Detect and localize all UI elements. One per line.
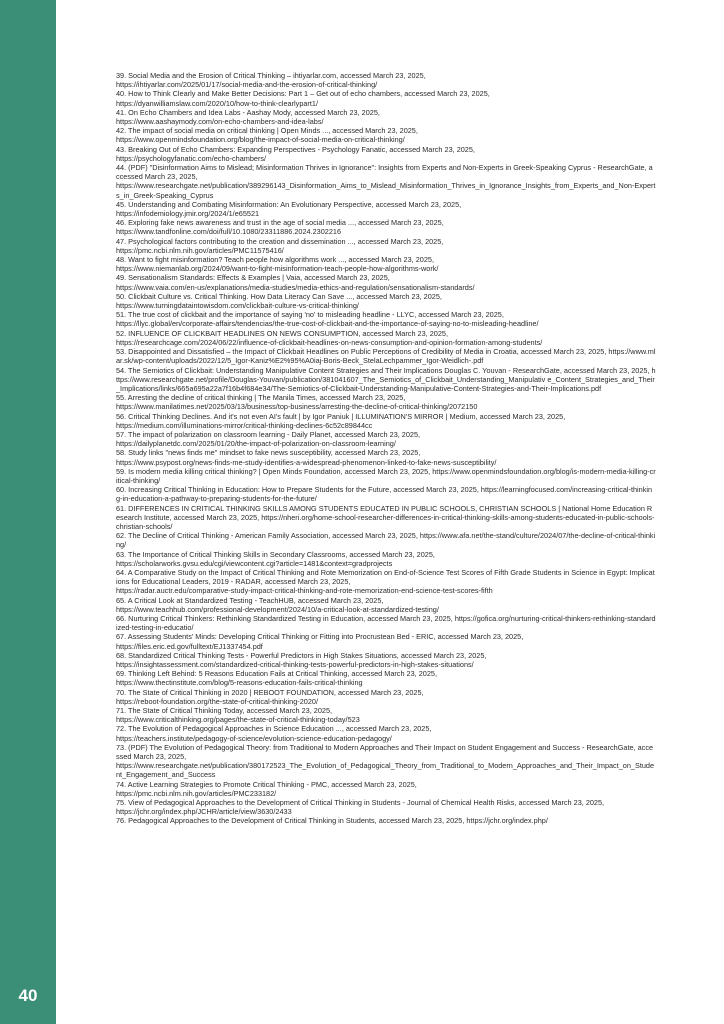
reference-text: 54. The Semiotics of Clickbait: Understanding Manipulative Content Strategies and Their Implications Douglas C. Youvan - ResearchGate, accessed March 23, 2025, https://www.researchgate.net/profile/Douglas-Youvan/publication/381041607_The_Semiotics_of_Clickbait_Understanding_Manipulativ e_Content_Strategies_and_Their_Implications/links/665a695a22a7f16b4f684e34/The-Semiotics-of-Clickbait-Understanding-Manipulative-Content-Strategies-and-Their-Implications.pdf [116, 365, 656, 393]
reference-url[interactable]: https://researchcage.com/2024/06/22/influence-of-clickbait-headlines-on-news-consumption-and-opinion-formation-among-students/ [116, 337, 543, 347]
reference-text: 73. (PDF) The Evolution of Pedagogical Theory: from Traditional to Modern Approaches and Their Impact on Student Engagement and Success - ResearchGate, accessed March 23, 2025, [116, 742, 654, 762]
reference-text: 53. Disappointed and Dissatisfied – the Impact of Clickbait Headlines on Public Perceptions of Credibility of Media in Croatia, accessed March 23, 2025, https://www.mlar.sk/wp-content/uploads/2022/12/5_Igor-Kaniz%E2%95%A0iaj-Boris-Beck_StelaLechpammer_Igor-Weidlich-.pdf [116, 347, 656, 366]
reference-item [116, 347, 656, 365]
reference-text: 56. Critical Thinking Declines. And it's not even AI's fault | by Igor Paniuk | ILLUMINATION'S MIRROR | Medium, accessed March 23, 2025, [116, 411, 566, 421]
reference-item [116, 292, 656, 310]
reference-text: 55. Arresting the decline of critical thinking | The Manila Times, accessed March 23, 2025, [116, 393, 406, 403]
reference-item [116, 688, 656, 706]
reference-item [116, 430, 656, 448]
reference-item [116, 126, 656, 144]
reference-url[interactable]: https://www.vaia.com/en-us/explanations/media-studies/media-ethics-and-regulation/sensationalism-standards/ [116, 282, 475, 292]
reference-text: 74. Active Learning Strategies to Promote Critical Thinking - PMC, accessed March 23, 2025, [116, 779, 417, 789]
reference-text: 70. The State of Critical Thinking in 2020 | REBOOT FOUNDATION, accessed March 23, 2025, [116, 687, 424, 697]
reference-url[interactable]: https://psychologyfanatic.com/echo-chambers/ [116, 153, 267, 163]
reference-url[interactable]: https://www.thectinstitute.com/blog/5-reasons-education-fails-critical-thinking [116, 678, 363, 688]
reference-item [116, 798, 656, 816]
reference-text: 66. Nurturing Critical Thinkers: Rethinking Standardized Testing in Education, accessed March 23, 2025, https://gofica.org/nurturing-critical-thinkers-rethinking-standardized-testing-in-educatio/ [116, 613, 656, 633]
reference-item [116, 255, 656, 273]
reference-item [116, 218, 656, 236]
reference-url[interactable]: https://www.openmindsfoundation.org/blog/the-impact-of-social-media-on-critical-thinking/ [116, 135, 405, 145]
reference-item [116, 568, 656, 596]
reference-item [116, 145, 656, 163]
reference-item [116, 531, 656, 549]
reference-item [116, 89, 656, 107]
reference-item [116, 504, 656, 532]
reference-url[interactable]: https://www.turningdataintowisdom.com/clickbait-culture-vs-critical-thinking/ [116, 301, 359, 311]
reference-url[interactable]: https://www.criticalthinking.org/pages/the-state-of-critical-thinking-today/523 [116, 715, 360, 725]
reference-url[interactable]: https://www.aashaymody.com/on-echo-chambers-and-idea-labs/ [116, 117, 324, 127]
reference-url[interactable]: https://www.teachhub.com/professional-development/2024/10/a-critical-look-at-standardized-testing/ [116, 604, 439, 614]
reference-text: 41. On Echo Chambers and Idea Labs - Aashay Mody, accessed March 23, 2025, [116, 107, 380, 117]
reference-url[interactable]: https://radar.auctr.edu/comparative-study-impact-critical-thinking-and-rote-memorization-end-science-test-scores-fifth [116, 586, 493, 596]
reference-item [116, 200, 656, 218]
reference-url[interactable]: https://teachers.institute/pedagogy-of-science/evolution-science-education-pedagogy/ [116, 733, 392, 743]
reference-text: 48. Want to fight misinformation? Teach people how algorithms work ..., accessed March 23, 2025, [116, 255, 434, 265]
reference-text: 76. Pedagogical Approaches to the Development of Critical Thinking in Students, accessed March 23, 2025, https://jchr.org/index.php/ [116, 816, 548, 826]
reference-text: 45. Understanding and Combating Misinformation: An Evolutionary Perspective, accessed March 23, 2025, [116, 199, 462, 209]
reference-item [116, 366, 656, 394]
reference-item [116, 596, 656, 614]
reference-url[interactable]: https://www.psypost.org/news-finds-me-study-identifies-a-widespread-phenomenon-linked-to-fake-news-susceptibility/ [116, 457, 497, 467]
reference-item [116, 724, 656, 742]
reference-url[interactable]: https://medium.com/illuminations-mirror/critical-thinking-declines-6c52c89844cc [116, 420, 373, 430]
reference-item [116, 393, 656, 411]
reference-text: 43. Breaking Out of Echo Chambers: Expanding Perspectives - Psychology Fanatic, accessed March 23, 2025, [116, 144, 475, 154]
reference-url[interactable]: https://reboot-foundation.org/the-state-of-critical-thinking-2020/ [116, 696, 318, 706]
reference-url[interactable]: https://infodemiology.jmir.org/2024/1/e65521 [116, 209, 260, 219]
reference-text: 67. Assessing Students' Minds: Developing Critical Thinking or Fitting into Procrustean Bed - ERIC, accessed March 23, 2025, [116, 632, 524, 642]
reference-item [116, 632, 656, 650]
reference-item [116, 669, 656, 687]
reference-text: 62. The Decline of Critical Thinking - American Family Association, accessed March 23, 2025, https://www.afa.net/the-stand/culture/2024/07/the-decline-of-critical-thinking/ [116, 531, 656, 550]
reference-url[interactable]: https://www.tandfonline.com/doi/full/10.1080/23311886.2024.2302216 [116, 227, 342, 237]
reference-text: 39. Social Media and the Erosion of Critical Thinking – ihtiyarlar.com, accessed March 23, 2025, [116, 71, 426, 80]
reference-url[interactable]: https://scholarworks.gvsu.edu/cgi/viewcontent.cgi?article=1481&context=gradprojects [116, 558, 393, 568]
reference-list [116, 71, 656, 826]
reference-item [116, 273, 656, 291]
reference-item [116, 329, 656, 347]
reference-item [116, 71, 656, 89]
reference-item [116, 412, 656, 430]
reference-url[interactable]: https://insightassessment.com/standardized-critical-thinking-tests-powerful-predictors-in-high-stakes-situations/ [116, 660, 474, 669]
reference-text: 72. The Evolution of Pedagogical Approaches in Science Education ..., accessed March 23, 2025, [116, 724, 432, 734]
reference-item [116, 706, 656, 724]
reference-text: 57. The impact of polarization on classroom learning - Daily Planet, accessed March 23, 2025, [116, 429, 421, 439]
reference-url[interactable]: https://jchr.org/index.php/JCHR/article/view/3630/2433 [116, 807, 292, 817]
reference-url[interactable]: https://llyc.global/en/corporate-affairs/tendencias/the-true-cost-of-clickbait-and-the-importance-of-saying-no-to-misleading-headline/ [116, 319, 539, 329]
reference-url[interactable]: https://www.researchgate.net/publication/380172523_The_Evolution_of_Pedagogical_Theory_from_Traditional_to_Modern_Approaches_and_Their_Impact_on_Student_Engagement_and_Success [116, 761, 655, 780]
reference-text: 46. Exploring fake news awareness and trust in the age of social media ..., accessed March 23, 2025, [116, 218, 444, 228]
page-number: 40 [18, 986, 38, 1005]
reference-item [116, 467, 656, 485]
reference-text: 42. The impact of social media on critical thinking | Open Minds ..., accessed March 23, 2025, [116, 126, 418, 136]
side-bar [0, 0, 56, 1024]
reference-text: 51. The true cost of clickbait and the importance of saying 'no' to misleading headline - LLYC, accessed March 23, 2025, [116, 310, 504, 320]
reference-item [116, 651, 656, 669]
reference-text: 60. Increasing Critical Thinking in Education: How to Prepare Students for the Future, accessed March 23, 2025, https://learningfocused.com/increasing-critical-thinking-in-education-a-pathway-to-preparing-students-for-the-future/ [116, 485, 653, 504]
reference-text: 58. Study links "news finds me" mindset to fake news susceptibility, accessed March 23, 2025, [116, 448, 421, 458]
reference-text: 59. Is modern media killing critical thinking? | Open Minds Foundation, accessed March 23, 2025, https://www.openmindsfoundation.org/blog/is-modern-media-killing-critical-thinking/ [116, 466, 656, 485]
reference-item [116, 448, 656, 466]
reference-url[interactable]: https://pmc.ncbi.nlm.nih.gov/articles/PMC11575416/ [116, 245, 284, 255]
reference-url[interactable]: https://www.manilatimes.net/2025/03/13/business/top-business/arresting-the-decline-of-critical-thinking/2072150 [116, 402, 478, 412]
reference-text: 50. Clickbait Culture vs. Critical Thinking. How Data Literacy Can Save ..., accessed March 23, 2025, [116, 291, 442, 301]
reference-text: 65. A Critical Look at Standardized Testing - TeachHUB, accessed March 23, 2025, [116, 595, 384, 605]
reference-text: 63. The Importance of Critical Thinking Skills in Secondary Classrooms, accessed March 23, 2025, [116, 549, 435, 559]
reference-item [116, 485, 656, 503]
reference-item [116, 780, 656, 798]
reference-url[interactable]: https://pmc.ncbi.nlm.nih.gov/articles/PMC233182/ [116, 788, 277, 798]
reference-item [116, 163, 656, 200]
reference-url[interactable]: https://files.eric.ed.gov/fulltext/EJ1337454.pdf [116, 641, 263, 651]
reference-url[interactable]: https://www.researchgate.net/publication/389296143_Disinformation_Aims_to_Mislead_Misinformation_Thrives_in_Ignorance_Insights_from_Experts_and_Non-Experts_in_Greek-Speaking_Cyprus [116, 181, 656, 200]
reference-text: 71. The State of Critical Thinking Today, accessed March 23, 2025, [116, 706, 333, 716]
reference-url[interactable]: https://www.niemanlab.org/2024/09/want-to-fight-misinformation-teach-people-how-algorithms-work/ [116, 264, 439, 274]
reference-text: 44. (PDF) "Disinformation Aims to Mislead; Misinformation Thrives in Ignorance": Insights from Experts and Non-Experts in Greek-Speaking Cyprus - ResearchGate, accessed March 23, 2025, [116, 163, 653, 182]
reference-url[interactable]: https://dailyplanetdc.com/2025/01/20/the-impact-of-polarization-on-classroom-learning/ [116, 439, 396, 449]
reference-item [116, 816, 656, 825]
reference-text: 49. Sensationalism Standards: Effects & Examples | Vaia, accessed March 23, 2025, [116, 273, 390, 283]
reference-text: 52. INFLUENCE OF CLICKBAIT HEADLINES ON NEWS CONSUMPTION, accessed March 23, 2025, [116, 328, 448, 338]
reference-text: 61. DIFFERENCES IN CRITICAL THINKING SKILLS AMONG STUDENTS EDUCATED IN PUBLIC SCHOOLS, CHRISTIAN SCHOOLS | National Home Education Research Institute, accessed March 23, 2025, https://nheri.org/home-school-researcher-differences-in-critical-thinking-skills-among-students-educated-in-public-schools-christian-schools/ [116, 503, 655, 531]
reference-text: 75. View of Pedagogical Approaches to the Development of Critical Thinking in Students - Journal of Chemical Health Risks, accessed March 23, 2025, [116, 798, 605, 808]
reference-text: 40. How to Think Clearly and Make Better Decisions: Part 1 – Get out of echo chambers, accessed March 23, 2025, [116, 89, 490, 99]
reference-item [116, 310, 656, 328]
reference-item [116, 237, 656, 255]
reference-item [116, 108, 656, 126]
reference-text: 69. Thinking Left Behind: 5 Reasons Education Fails at Critical Thinking, accessed March 23, 2025, [116, 669, 437, 679]
reference-text: 47. Psychological factors contributing to the creation and dissemination ..., accessed March 23, 2025, [116, 236, 444, 246]
reference-text: 68. Standardized Critical Thinking Tests - Powerful Predictors in High Stakes Situations, accessed March 23, 2025, [116, 650, 487, 660]
reference-item [116, 743, 656, 780]
reference-item [116, 614, 656, 632]
reference-url[interactable]: https://dyanwilliamslaw.com/2020/10/how-to-think-clearlypart1/ [116, 98, 318, 108]
reference-url[interactable]: https://ihtiyarlar.com/2025/01/17/social-media-and-the-erosion-of-critical-thinking/ [116, 80, 378, 90]
reference-item [116, 550, 656, 568]
reference-text: 64. A Comparative Study on the Impact of Critical Thinking and Rote Memorization on End-of-Science Test Scores of Fifth Grade Students in Science in Egypt: Implications for Educational Leaders, 2019 - RADAR, accessed March 23, 2025, [116, 567, 655, 587]
